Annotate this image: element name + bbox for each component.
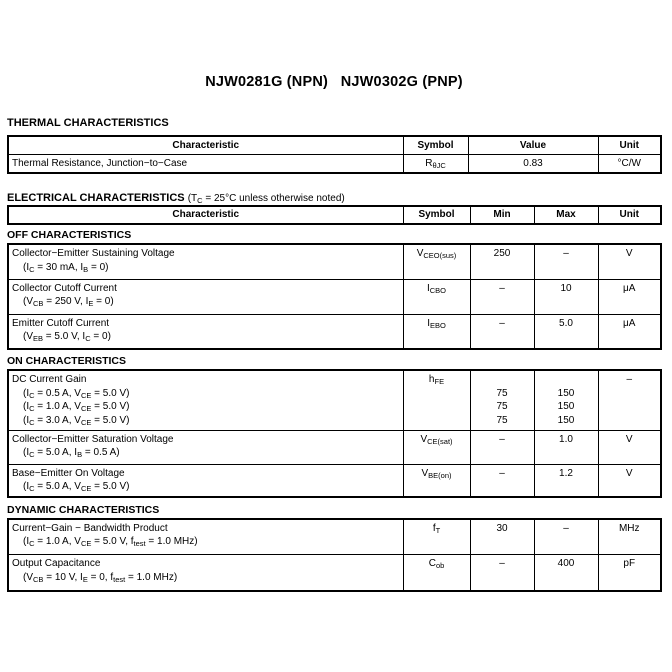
max-cell: 400: [534, 555, 598, 591]
characteristic-cell: [8, 244, 403, 279]
test-condition: ($V_{EB} = 5.0$ V, $I_C = 0$): [23, 331, 111, 343]
electrical-section-heading: [7, 192, 661, 205]
electrical-col-symbol: Symbol: [403, 206, 470, 224]
test-condition: ($I_C = 1.0$ A, $V_{CE} = 5.0$ V): [23, 401, 130, 413]
characteristic-cell: [8, 464, 403, 497]
electrical-header-table: [7, 205, 662, 225]
max-cell: 1.0: [534, 430, 598, 464]
electrical-col-min: Min: [470, 206, 534, 224]
symbol-cell: $V_{CEO(sus)}$: [403, 244, 470, 279]
characteristic-cell: [8, 314, 403, 349]
table-row: [8, 279, 661, 314]
off-characteristics-table: [7, 243, 662, 350]
characteristic-cell: Thermal Resistance, Junction−to−Case: [8, 154, 403, 173]
characteristic-name: Output Capacitance: [12, 558, 101, 569]
min-cell: –: [470, 314, 534, 349]
unit-cell: V: [598, 464, 661, 497]
electrical-col-unit: Unit: [598, 206, 661, 224]
on-characteristics-table: [7, 369, 662, 498]
electrical-heading-text: ELECTRICAL CHARACTERISTICS: [7, 192, 185, 204]
table-row: [8, 154, 661, 173]
characteristic-name: Collector−Emitter Saturation Voltage: [12, 433, 174, 445]
min-cell: 250: [470, 244, 534, 279]
electrical-header-row: [8, 206, 661, 224]
value-cell: 0.83: [468, 154, 598, 173]
max-value: 150: [557, 387, 575, 399]
characteristic-name: Current−Gain − Bandwidth Product: [12, 522, 168, 534]
test-condition: ($I_C = 3.0$ A, $V_{CE} = 5.0$ V): [23, 414, 130, 427]
min-cell: –: [470, 464, 534, 497]
page-title: NJW0281G (NPN) NJW0302G (PNP): [205, 74, 463, 90]
min-value: 75: [496, 414, 508, 426]
test-condition: ($V_{CB} = 10$ V, $I_E = 0$, $f_{test} = 1.0$ MHz): [23, 571, 178, 584]
characteristic-cell: [8, 519, 403, 555]
unit-cell: pF: [598, 555, 661, 591]
symbol-cell: $R_{\theta JC}$: [403, 154, 468, 173]
min-cell: [470, 370, 534, 430]
unit-cell: –: [598, 370, 661, 430]
symbol-cell: $f_T$: [403, 519, 470, 555]
thermal-col-value: Value: [468, 136, 598, 154]
min-value: 75: [496, 401, 508, 412]
min-cell: –: [470, 555, 534, 591]
table-row: [8, 370, 661, 430]
unit-cell: °C/W: [598, 154, 661, 173]
max-cell: 10: [534, 279, 598, 314]
min-cell: 30: [470, 519, 534, 555]
characteristic-cell: [8, 555, 403, 591]
characteristic-cell: [8, 279, 403, 314]
thermal-col-symbol: Symbol: [403, 136, 468, 154]
test-condition: ($I_C = 30$ mA, $I_B = 0$): [23, 261, 109, 274]
test-condition: ($V_{CB} = 250$ V, $I_E = 0$): [23, 296, 114, 308]
characteristic-name: Collector−Emitter Sustaining Voltage: [12, 248, 175, 259]
unit-cell: MHz: [598, 519, 661, 555]
table-row: [8, 244, 661, 279]
max-cell: 5.0: [534, 314, 598, 349]
min-cell: –: [470, 279, 534, 314]
symbol-cell: $h_{FE}$: [403, 370, 470, 430]
characteristic-cell: [8, 430, 403, 464]
min-cell: –: [470, 430, 534, 464]
unit-cell: V: [598, 244, 661, 279]
test-condition: ($I_C = 0.5$ A, $V_{CE} = 5.0$ V): [23, 387, 130, 400]
characteristic-cell: [8, 370, 403, 430]
test-condition: ($I_C = 1.0$ A, $V_{CE} = 5.0$ V, $f_{test} = 1.0$ MHz): [23, 536, 198, 548]
table-row: [8, 314, 661, 349]
unit-cell: V: [598, 430, 661, 464]
spacer: [538, 373, 595, 387]
thermal-col-characteristic: Characteristic: [8, 136, 403, 154]
on-characteristics-heading: ON CHARACTERISTICS: [7, 355, 127, 367]
symbol-cell: $C_{ob}$: [403, 555, 470, 591]
characteristic-name: Emitter Cutoff Current: [12, 317, 110, 329]
min-value: 75: [496, 387, 508, 399]
table-row: [8, 555, 661, 591]
dynamic-characteristics-heading: DYNAMIC CHARACTERISTICS: [7, 503, 160, 516]
characteristic-name: DC Current Gain: [12, 374, 87, 385]
unit-cell: μA: [598, 314, 661, 349]
thermal-section-heading: THERMAL CHARACTERISTICS: [7, 117, 169, 129]
table-row: [8, 464, 661, 497]
max-cell: [534, 370, 598, 430]
thermal-header-row: [8, 136, 661, 154]
max-cell: –: [534, 519, 598, 555]
max-value: 150: [557, 401, 575, 412]
thermal-table: [7, 135, 662, 174]
symbol-cell: $V_{CE(sat)}$: [403, 430, 470, 464]
symbol-cell: $V_{BE(on)}$: [403, 464, 470, 497]
symbol-cell: $I_{EBO}$: [403, 314, 470, 349]
electrical-col-max: Max: [534, 206, 598, 224]
thermal-col-unit: Unit: [598, 136, 661, 154]
table-row: [8, 519, 661, 555]
max-cell: 1.2: [534, 464, 598, 497]
max-value: 150: [557, 414, 575, 426]
dynamic-characteristics-table: [7, 518, 662, 592]
table-row: [8, 430, 661, 464]
spacer: [474, 373, 531, 387]
electrical-heading-note: ($T_C = 25^\circ C$ unless otherwise noted): [187, 193, 345, 205]
unit-cell: μA: [598, 279, 661, 314]
off-characteristics-heading: OFF CHARACTERISTICS: [7, 229, 132, 241]
characteristic-name: Base−Emitter On Voltage: [12, 467, 125, 479]
characteristic-name: Collector Cutoff Current: [12, 282, 117, 294]
electrical-col-characteristic: Characteristic: [8, 206, 403, 224]
symbol-cell: $I_{CBO}$: [403, 279, 470, 314]
test-condition: ($I_C = 5.0$ A, $V_{CE} = 5.0$ V): [23, 481, 130, 493]
test-condition: ($I_C = 5.0$ A, $I_B = 0.5$ A): [23, 447, 120, 459]
max-cell: –: [534, 244, 598, 279]
